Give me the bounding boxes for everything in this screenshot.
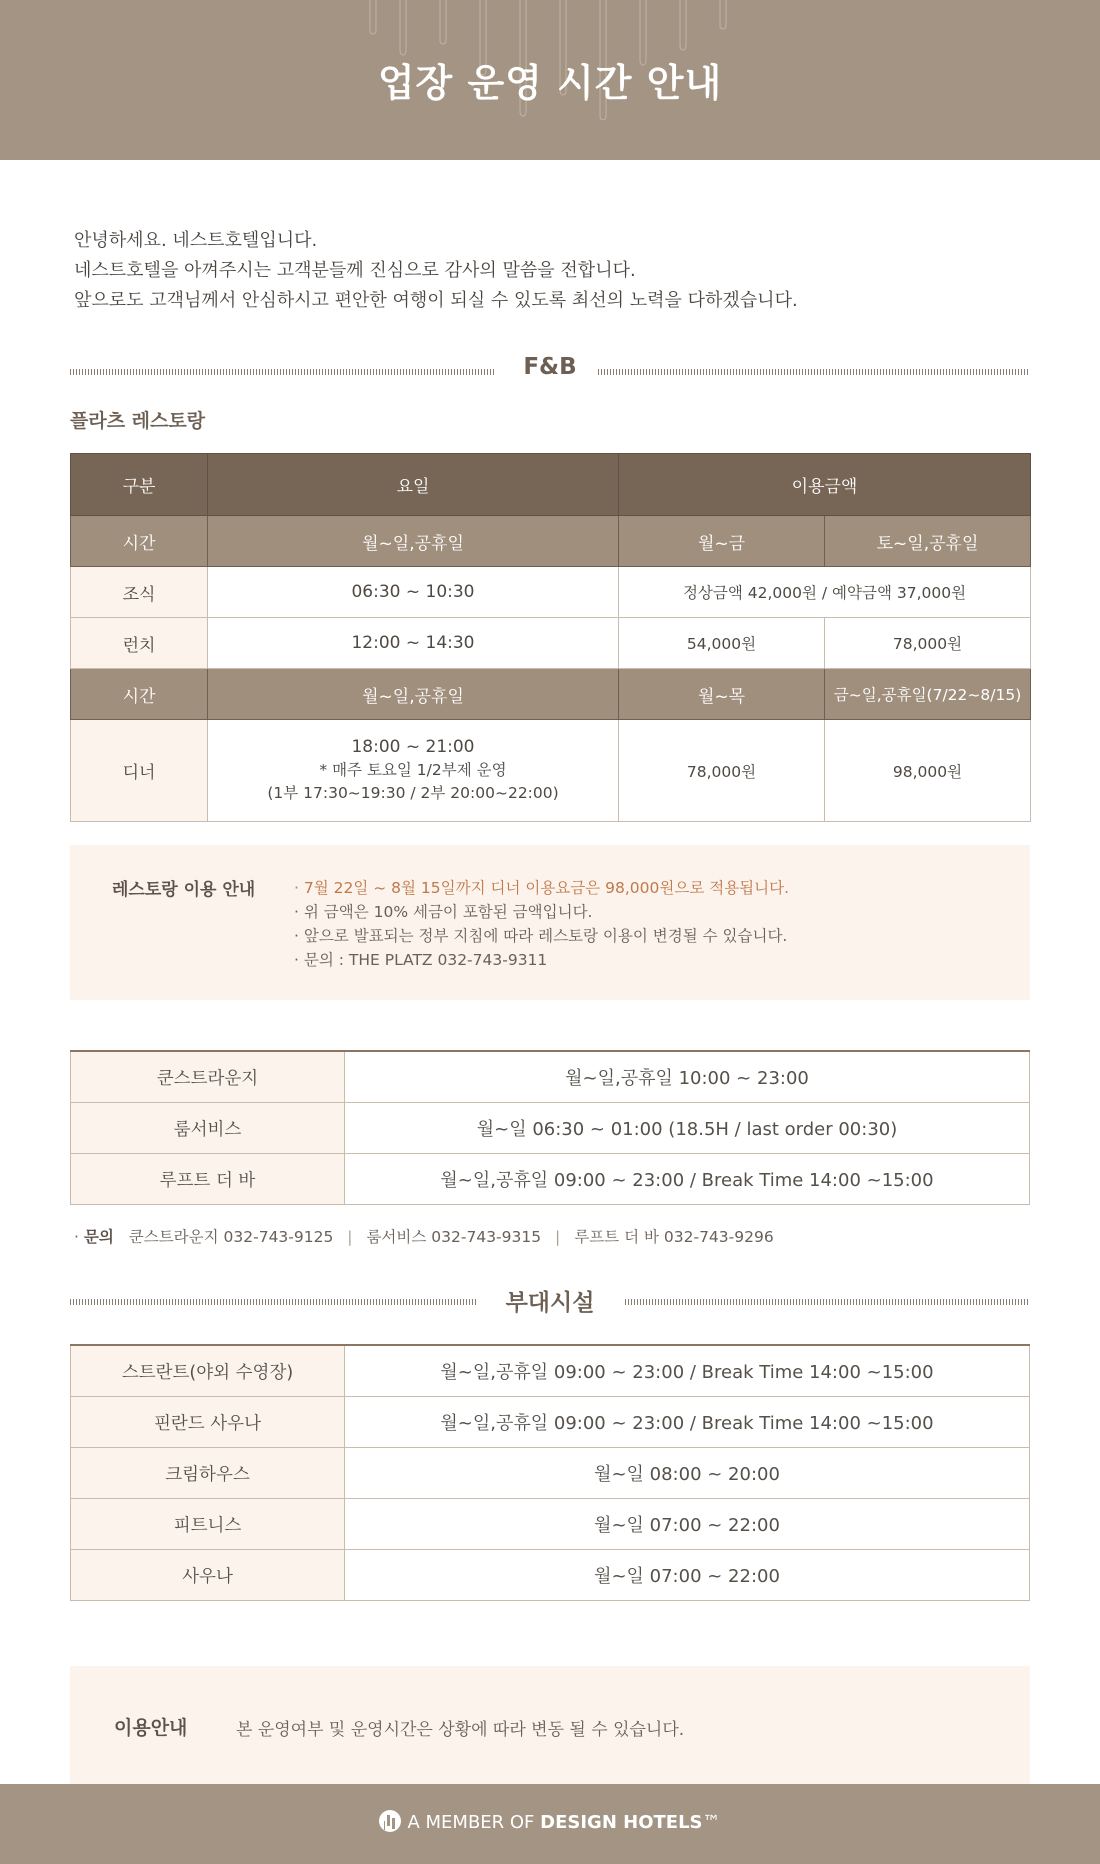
contact-label: 문의 [83,1228,114,1246]
venues-table [70,1050,1030,1205]
contact-phone[interactable]: 032-743-9296 [663,1228,774,1246]
restaurant-notice [70,845,1030,1000]
facility-name: 핀란드 사우나 [71,1397,345,1448]
page-footer [0,1784,1100,1864]
venue-name: 룸서비스 [71,1103,345,1154]
table-row [71,1051,1030,1103]
weekday-label: 월~금 [619,516,825,567]
time-label: 시간 [71,516,208,567]
days-all: 월~일,공휴일 [208,516,619,567]
facility-hours: 월~일,공휴일 09:00 ~ 23:00 / Break Time 14:00 ~15:00 [345,1345,1030,1397]
facility-hours: 월~일 07:00 ~ 22:00 [345,1499,1030,1550]
lunch-price-weekday: 54,000원 [619,618,825,669]
facilities-section-title [70,1284,1030,1320]
dinner-time-cell [208,720,619,822]
table-row [71,1550,1030,1601]
brand-name: DESIGN HOTELS [540,1812,703,1833]
facility-name: 스트란트(야외 수영장) [71,1345,345,1397]
breakfast-label: 조식 [71,567,208,618]
table-row [71,618,1031,669]
brand-prefix: A MEMBER OF [407,1812,541,1833]
dinner-price-weekday: 78,000원 [619,720,825,822]
contact-phone[interactable]: 032-743-9125 [223,1228,334,1246]
dinner-note: (1부 17:30~19:30 / 2부 20:00~22:00) [267,784,559,802]
intro-line: 앞으로도 고객님께서 안심하시고 편안한 여행이 되실 수 있도록 최선의 노력을 다하겠습니다. [74,290,798,311]
usage-notice [70,1666,1030,1784]
usage-notice-text: 본 운영여부 및 운영시간은 상황에 따라 변동 될 수 있습니다. [236,1720,685,1740]
contact-name: 루프트 더 바 [574,1228,659,1246]
table-row [71,1397,1030,1448]
weekday-label: 월~목 [619,669,825,720]
contact-line: · 문의 쿤스트라운지 032-743-9125 | 룸서비스 032-743-9315 | 루프트 더 바 032-743-9296 [74,1228,774,1246]
breakfast-price: 정상금액 42,000원 / 예약금액 37,000원 [619,567,1031,618]
facility-hours: 월~일 08:00 ~ 20:00 [345,1448,1030,1499]
table-row [71,720,1031,822]
contact-name: 쿤스트라운지 [128,1228,219,1246]
header-category: 구분 [71,454,208,516]
table-row [71,567,1031,618]
intro-line: 안녕하세요. 네스트호텔입니다. [74,230,318,251]
table-header-row [71,454,1031,516]
table-row [71,1345,1030,1397]
table-subheader-row [71,516,1031,567]
table-row [71,1103,1030,1154]
days-all: 월~일,공휴일 [208,669,619,720]
venue-name: 루프트 더 바 [71,1154,345,1205]
contact-phone[interactable]: 032-743-9315 [431,1228,542,1246]
restaurant-table [70,453,1031,822]
usage-notice-label: 이용안내 [114,1717,188,1739]
facility-name: 크림하우스 [71,1448,345,1499]
design-hotels-brand [0,1812,1100,1834]
restaurant-name: 플라츠 레스토랑 [70,410,206,432]
notice-item: · 앞으로 발표되는 정부 지침에 따라 레스토랑 이용이 변경될 수 있습니다. [294,927,788,945]
notice-label: 레스토랑 이용 안내 [112,880,256,900]
facilities-table [70,1344,1030,1601]
contact-separator: | [555,1228,561,1246]
table-subheader-row [71,669,1031,720]
venue-name: 쿤스트라운지 [71,1051,345,1103]
header-price: 이용금액 [619,454,1031,516]
weekend-label: 토~일,공휴일 [825,516,1031,567]
breakfast-time: 06:30 ~ 10:30 [208,567,619,618]
page-title: 업장 운영 시간 안내 [377,61,723,105]
notice-item: · 7월 22일 ~ 8월 15일까지 디너 이용요금은 98,000원으로 적용됩니다. [294,879,790,897]
contact-name: 룸서비스 [366,1228,427,1246]
venue-hours: 월~일,공휴일 09:00 ~ 23:00 / Break Time 14:00 ~15:00 [345,1154,1030,1205]
intro-text [74,226,1034,316]
brand-trademark: ™ [702,1812,721,1833]
lunch-label: 런치 [71,618,208,669]
dinner-note: * 매주 토요일 1/2부제 운영 [319,761,507,779]
dinner-label: 디너 [71,720,208,822]
page-header [0,0,1100,160]
notice-list [294,876,789,972]
fnb-title: F&B [523,354,577,380]
weekend-label: 금~일,공휴일(7/22~8/15) [825,669,1031,720]
venue-hours: 월~일,공휴일 10:00 ~ 23:00 [345,1051,1030,1103]
facility-hours: 월~일,공휴일 09:00 ~ 23:00 / Break Time 14:00 ~15:00 [345,1397,1030,1448]
lunch-time: 12:00 ~ 14:30 [208,618,619,669]
facility-name: 피트니스 [71,1499,345,1550]
header-days: 요일 [208,454,619,516]
facility-name: 사우나 [71,1550,345,1601]
lunch-price-weekend: 78,000원 [825,618,1031,669]
table-row [71,1154,1030,1205]
dinner-time: 18:00 ~ 21:00 [351,737,475,757]
notice-item: · 문의 : THE PLATZ 032-743-9311 [294,951,548,969]
notice-item: · 위 금액은 10% 세금이 포함된 금액입니다. [294,903,593,921]
fnb-section-title [70,354,1030,390]
table-row [71,1448,1030,1499]
venue-hours: 월~일 06:30 ~ 01:00 (18.5H / last order 00:30) [345,1103,1030,1154]
contact-separator: | [347,1228,353,1246]
intro-line: 네스트호텔을 아껴주시는 고객분들께 진심으로 감사의 말씀을 전합니다. [74,260,636,281]
dinner-price-weekend: 98,000원 [825,720,1031,822]
table-row [71,1499,1030,1550]
facilities-title: 부대시설 [505,1290,595,1316]
facility-hours: 월~일 07:00 ~ 22:00 [345,1550,1030,1601]
design-hotels-logo-icon [379,1810,401,1832]
time-label: 시간 [71,669,208,720]
